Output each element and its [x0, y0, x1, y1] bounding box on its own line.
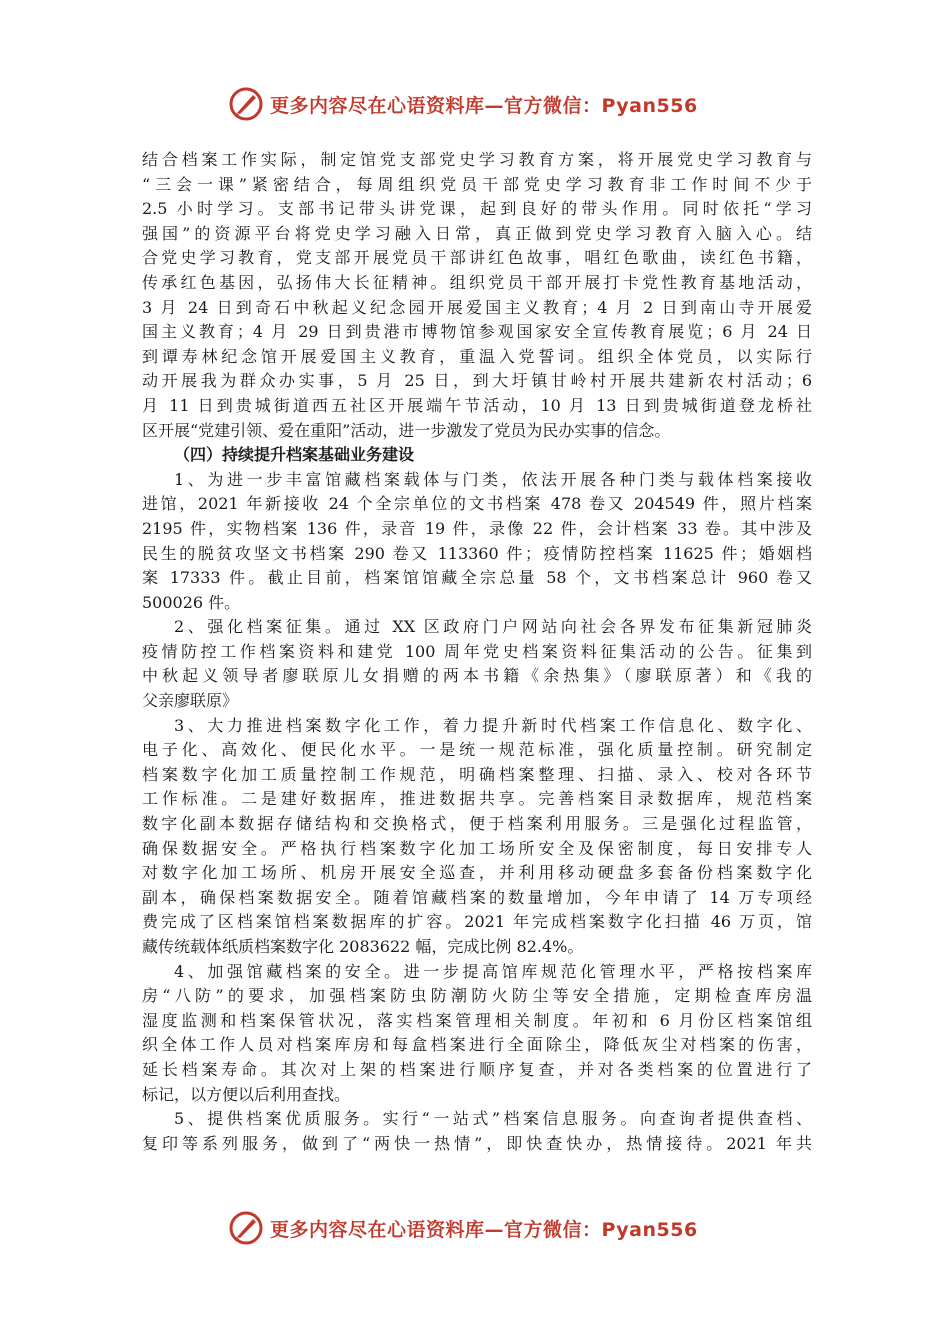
text-line: 4、加强馆藏档案的安全。进一步提高馆库规范化管理水平，严格按档案库 — [174, 961, 812, 981]
text-line: 档案数字化加工质量控制工作规范，明确档案整理、扫描、录入、校对各环节 — [142, 764, 812, 784]
text-line: 案 17333 件。截止目前，档案馆馆藏全宗总量 58 个，文书档案总计 960 卷又 — [142, 568, 812, 588]
text-line: 副本，确保档案数据安全。随着馆藏档案的数量增加，今年申请了 14 万专项经 — [142, 887, 812, 907]
text-line: 民生的脱贫攻坚文书档案 290 卷又 113360 件；疫情防控档案 11625 件；婚姻档 — [142, 543, 812, 563]
quill-pen-icon — [228, 1210, 264, 1246]
text-line: 2、强化档案征集。通过 XX 区政府门户网站向社会各界发布征集新冠肺炎 — [174, 617, 812, 637]
text-line: 月 11 日到贵城街道西五社区开展端午节活动，10 月 13 日到贵城街道登龙桥社 — [142, 395, 812, 415]
text-line: 房“八防”的要求，加强档案防虫防潮防火防尘等安全措施，定期检查库房温 — [142, 986, 812, 1006]
quill-pen-icon — [228, 86, 264, 122]
text-line: “三会一课”紧密结合，每周组织党员干部党史学习教育非工作时间不少于 — [142, 174, 812, 194]
watermark-text: 更多内容尽在心语资料库—官方微信：Pyan556 — [270, 94, 698, 117]
text-line: 2.5 小时学习。支部书记带头讲党课，起到良好的带头作用。同时依托“学习 — [142, 199, 812, 219]
text-line: 对数字化加工场所、机房开展安全巡查，并利用移动硬盘多套备份档案数字化 — [142, 863, 812, 883]
text-line: 3 月 24 日到奇石中秋起义纪念园开展爱国主义教育；4 月 2 日到南山寺开展爱 — [142, 297, 812, 317]
text-line: 合党史学习教育，党支部开展党员干部讲红色故事，唱红色歌曲，读红色书籍， — [142, 248, 812, 268]
header-watermark — [228, 84, 788, 124]
text-line: 国主义教育；4 月 29 日到贵港市博物馆参观国家安全宣传教育展览；6 月 24 日 — [142, 322, 812, 342]
text-line: 疫情防控工作档案资料和建党 100 周年党史档案资料征集活动的公告。征集到 — [142, 641, 812, 661]
text-line: 进馆，2021 年新接收 24 个全宗单位的文书档案 478 卷又 204549 件，照片档案 — [142, 494, 812, 514]
text-line: 父亲廖联原》 — [142, 691, 239, 711]
text-line: 中秋起义领导者廖联原儿女捐赠的两本书籍《余热集》（廖联原著）和《我的 — [142, 666, 812, 686]
document-body — [142, 148, 812, 1156]
text-line: 费完成了区档案馆档案数据库的扩容。2021 年完成档案数字化扫描 46 万页，馆 — [142, 912, 812, 932]
text-line: 织全体工作人员对档案库房和每盒档案进行全面除尘，降低灰尘对档案的伤害， — [142, 1035, 812, 1055]
text-line: 藏传统载体纸质档案数字化 2083622 幅，完成比例 82.4%。 — [142, 937, 584, 956]
text-line: 延长档案寿命。其次对上架的档案进行顺序复查，并对各类档案的位置进行了 — [142, 1059, 812, 1079]
watermark-text: 更多内容尽在心语资料库—官方微信：Pyan556 — [270, 1218, 698, 1241]
text-line: 2195 件，实物档案 136 件，录音 19 件，录像 22 件，会计档案 33 卷。其中涉及 — [142, 518, 812, 538]
text-line: 到谭寿林纪念馆开展爱国主义教育，重温入党誓词。组织全体党员，以实际行 — [142, 346, 812, 366]
text-line: 确保数据安全。严格执行档案数字化加工场所安全及保密制度，每日安排专人 — [142, 838, 812, 858]
text-line: 复印等系列服务，做到了“两快一热情”，即快查快办，热情接待。2021 年共 — [142, 1133, 812, 1153]
text-line: 区开展“党建引领、爱在重阳”活动，进一步激发了党员为民办实事的信念。 — [142, 420, 671, 440]
section-heading: （四）持续提升档案基础业务建设 — [174, 445, 415, 465]
footer-watermark — [228, 1208, 788, 1248]
text-line: 电子化、高效化、便民化水平。一是统一规范标准，强化质量控制。研究制定 — [142, 740, 812, 760]
text-line: 强国”的资源平台将党史学习融入日常，真正做到党史学习教育入脑入心。结 — [142, 223, 812, 243]
text-line: 5、提供档案优质服务。实行“一站式”档案信息服务。向查询者提供查档、 — [174, 1109, 812, 1129]
text-line: 工作标准。二是建好数据库，推进数据共享。完善档案目录数据库，规范档案 — [142, 789, 812, 809]
text-line: 500026 件。 — [142, 592, 241, 612]
text-line: 3、大力推进档案数字化工作，着力提升新时代档案工作信息化、数字化、 — [174, 715, 812, 735]
text-line: 湿度监测和档案保管状况，落实档案管理相关制度。年初和 6 月份区档案馆组 — [142, 1010, 812, 1030]
text-line: 传承红色基因，弘扬伟大长征精神。组织党员干部开展打卡党性教育基地活动， — [142, 272, 812, 292]
text-line: 结合档案工作实际，制定馆党支部党史学习教育方案，将开展党史学习教育与 — [142, 150, 812, 169]
text-line: 数字化副本数据存储结构和交换格式，便于档案利用服务。三是强化过程监管， — [142, 814, 812, 834]
text-line: 1、为进一步丰富馆藏档案载体与门类，依法开展各种门类与载体档案接收 — [174, 469, 812, 489]
text-line: 动开展我为群众办实事，5 月 25 日，到大圩镇甘岭村开展共建新农村活动；6 — [142, 371, 812, 391]
text-line: 标记，以方便以后利用查找。 — [142, 1084, 351, 1104]
